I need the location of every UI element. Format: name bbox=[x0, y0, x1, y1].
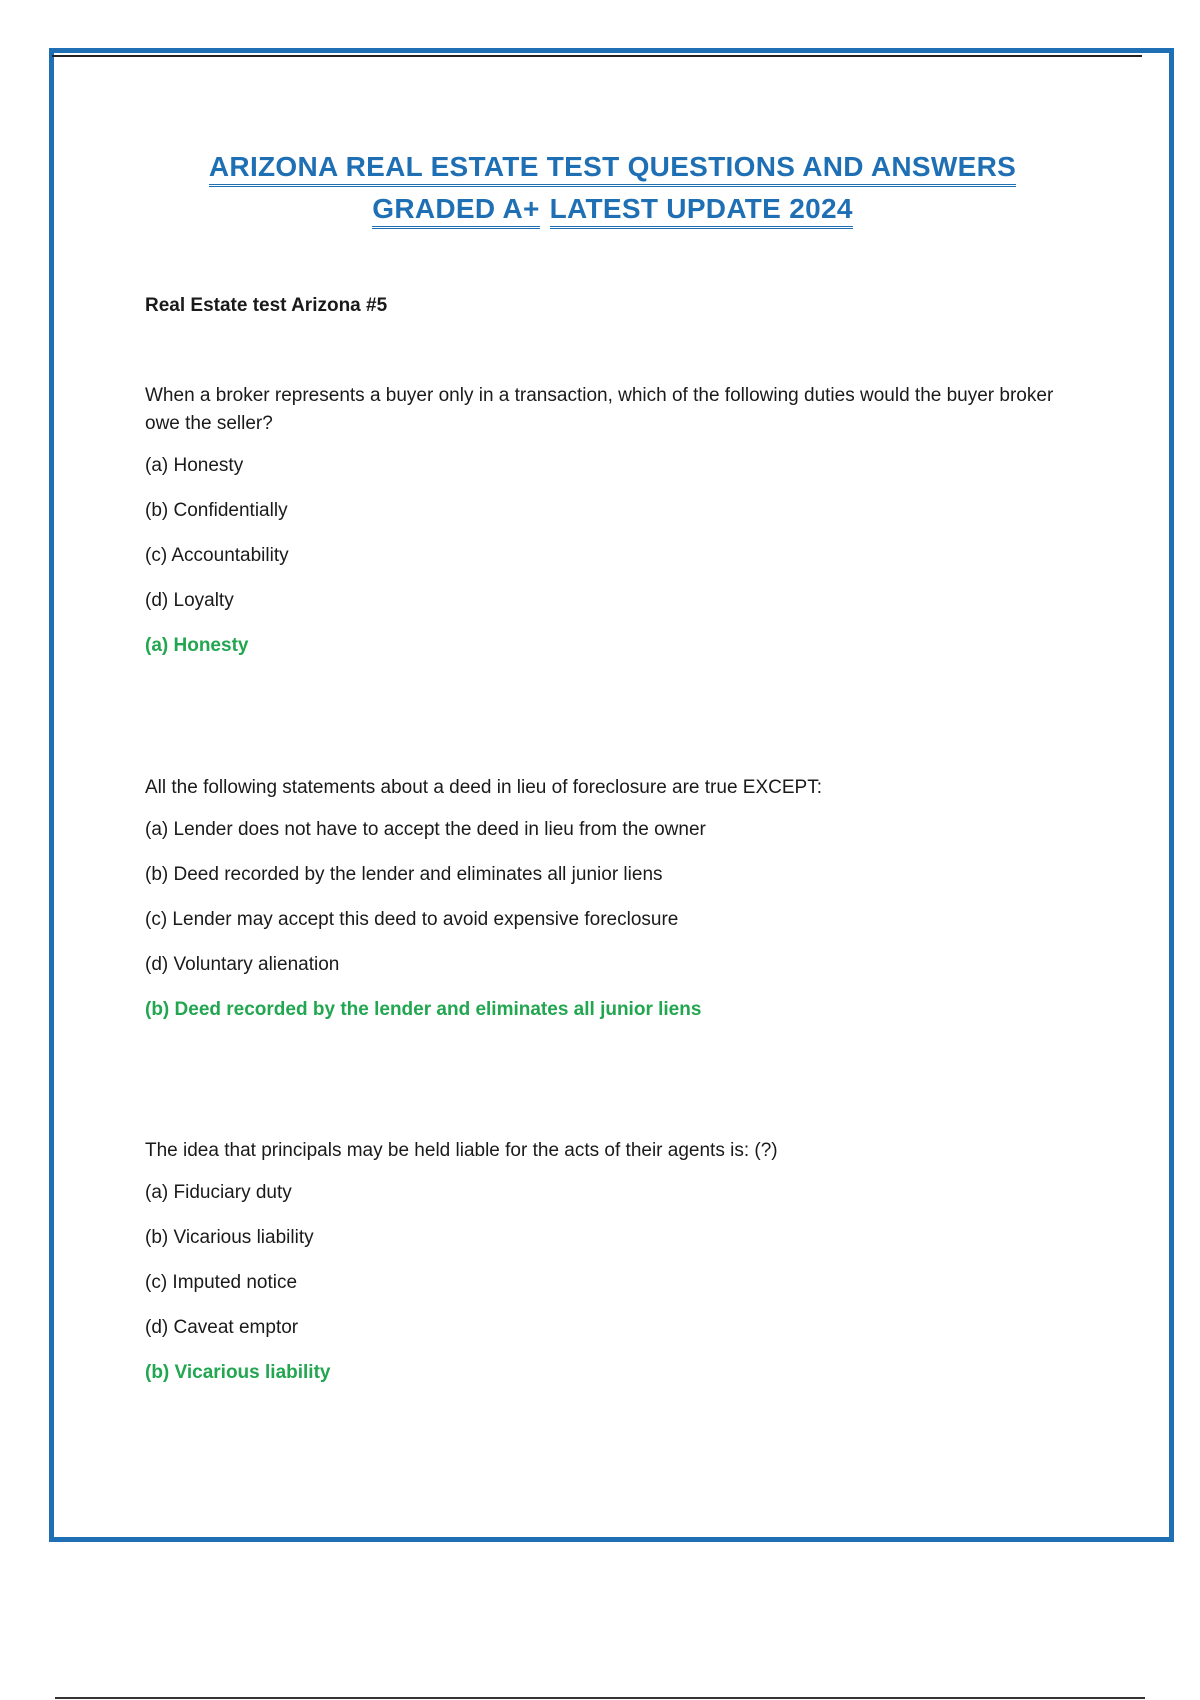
answer-text: (a) Honesty bbox=[145, 635, 249, 656]
document-title bbox=[50, 146, 1175, 230]
question-block-3 bbox=[145, 1137, 1085, 1387]
option-a: (a) Honesty bbox=[145, 455, 244, 476]
top-rule bbox=[52, 55, 1142, 57]
footer-rule bbox=[55, 1697, 1145, 1699]
question-text: All the following statements about a deed in lieu of foreclosure are true EXCEPT: bbox=[145, 777, 822, 798]
option-c: (c) Lender may accept this deed to avoid expensive foreclosure bbox=[145, 909, 679, 930]
option-d: (d) Caveat emptor bbox=[145, 1317, 299, 1338]
answer-text: (b) Deed recorded by the lender and eliminates all junior liens bbox=[145, 999, 702, 1020]
question-block-1 bbox=[145, 382, 1085, 660]
option-a: (a) Lender does not have to accept the deed in lieu from the owner bbox=[145, 819, 706, 840]
option-d: (d) Voluntary alienation bbox=[145, 954, 340, 975]
option-b: (b) Deed recorded by the lender and eliminates all junior liens bbox=[145, 864, 663, 885]
option-a: (a) Fiduciary duty bbox=[145, 1182, 292, 1203]
title-line-1: ARIZONA REAL ESTATE TEST QUESTIONS AND ANSWERS bbox=[209, 150, 1016, 187]
title-line-2b: LATEST UPDATE 2024 bbox=[550, 192, 853, 229]
option-b: (b) Confidentially bbox=[145, 500, 288, 521]
question-text: When a broker represents a buyer only in a transaction, which of the following duties would the buyer broker owe the seller? bbox=[145, 385, 1054, 434]
title-line-2a: GRADED A+ bbox=[372, 192, 539, 229]
question-block-2 bbox=[145, 774, 1085, 1024]
option-c: (c) Accountability bbox=[145, 545, 289, 566]
option-d: (d) Loyalty bbox=[145, 590, 234, 611]
option-b: (b) Vicarious liability bbox=[145, 1227, 314, 1248]
option-c: (c) Imputed notice bbox=[145, 1272, 298, 1293]
answer-text: (b) Vicarious liability bbox=[145, 1362, 331, 1383]
section-subtitle: Real Estate test Arizona #5 bbox=[145, 295, 388, 316]
question-text: The idea that principals may be held liable for the acts of their agents is: (?) bbox=[145, 1140, 778, 1161]
